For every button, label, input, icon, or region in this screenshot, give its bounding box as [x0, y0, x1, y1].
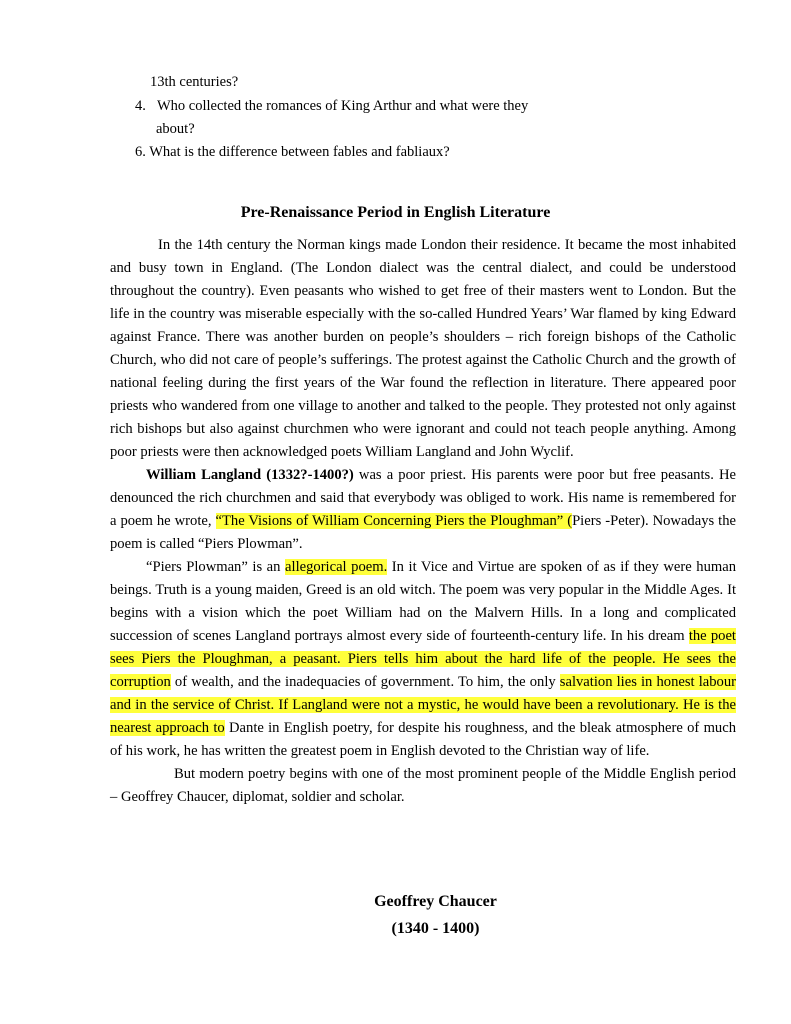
paragraph-3-text-a: “Piers Plowman” is an	[146, 559, 286, 575]
question-4-number: 4.	[135, 98, 146, 114]
question-4-text: Who collected the romances of King Arthur and what were they	[157, 98, 529, 114]
chaucer-heading-name: Geoffrey Chaucer	[374, 893, 497, 910]
langland-name: William Langland (1332?-1400?)	[146, 467, 354, 483]
question-4-line2: about?	[156, 121, 195, 137]
highlight-dream: the poet sees Piers the Ploughman, a peasant. Piers tells him about the hard life of the people. He sees the corruption	[110, 628, 736, 690]
paragraph-3	[110, 556, 736, 763]
paragraph-2-text-b: Piers -Peter). Nowadays the poem is called “Piers Plowman”.	[110, 513, 736, 552]
highlight-salvation: salvation lies in honest labour and in the service of Christ. If Langland were not a mystic, he would have been a revolutionary. He is the nearest approach to	[110, 674, 736, 736]
paragraph-3-text-b: In it Vice and Virtue are spoken of as if they were human beings. Truth is a young maiden, Greed is an old witch. The poem was very popular in the Middle Ages. It begins with a vision which the poet William had on the Malvern Hills. In a long and complicated succession of scenes Langland portrays almost every side of fourteenth-century life. In his dream	[110, 559, 736, 644]
chaucer-heading-dates: (1340 - 1400)	[391, 920, 480, 937]
paragraph-1: In the 14th century the Norman kings made London their residence. It became the most inhabited and busy town in England. (The London dialect was the central dialect, and could be understood throughout the country). Even peasants who wished to get free of their masters went to London. But the life in the country was miserable especially with the so-called Hundred Years’ War flamed by king Edward against France. There was another burden on people’s shoulders – rich foreign bishops of the Catholic Church, who did not care of people’s sufferings. The protest against the Catholic Church and the growth of national feeling during the first years of the War found the reflection in literature. There appeared poor priests who wandered from one village to another and talked to the people. They protested not only against rich bishops but also against churchmen who were ignorant and could not teach people anything. Among poor priests were then acknowledged poets William Langland and John Wyclif.	[110, 237, 736, 460]
highlight-allegorical: allegorical poem.	[285, 559, 388, 575]
paragraph-2-text-a: was a poor priest. His parents were poor but free peasants. He denounced the rich churchmen and said that everybody was obliged to work. His name is remembered for a poem he wrote,	[110, 467, 736, 529]
paragraph-2	[110, 464, 736, 556]
question-4-line1	[135, 96, 528, 116]
highlight-poem-title: “The Visions of William Concerning Piers the Ploughman” (	[215, 513, 573, 529]
section-title: Pre-Renaissance Period in English Literature	[240, 204, 551, 221]
body-text	[110, 234, 736, 809]
paragraph-3-text-d: Dante in English poetry, for despite his roughness, and the bleak atmosphere of much of his work, he has written the greatest poem in English devoted to the Christian way of life.	[110, 720, 736, 759]
paragraph-4: But modern poetry begins with one of the most prominent people of the Middle English period – Geoffrey Chaucer, diplomat, soldier and scholar.	[110, 766, 736, 805]
question-3-continuation: 13th centuries?	[150, 74, 239, 90]
paragraph-3-text-c: of wealth, and the inadequacies of government. To him, the only	[170, 674, 560, 690]
question-6: 6. What is the difference between fables and fabliaux?	[135, 144, 450, 160]
